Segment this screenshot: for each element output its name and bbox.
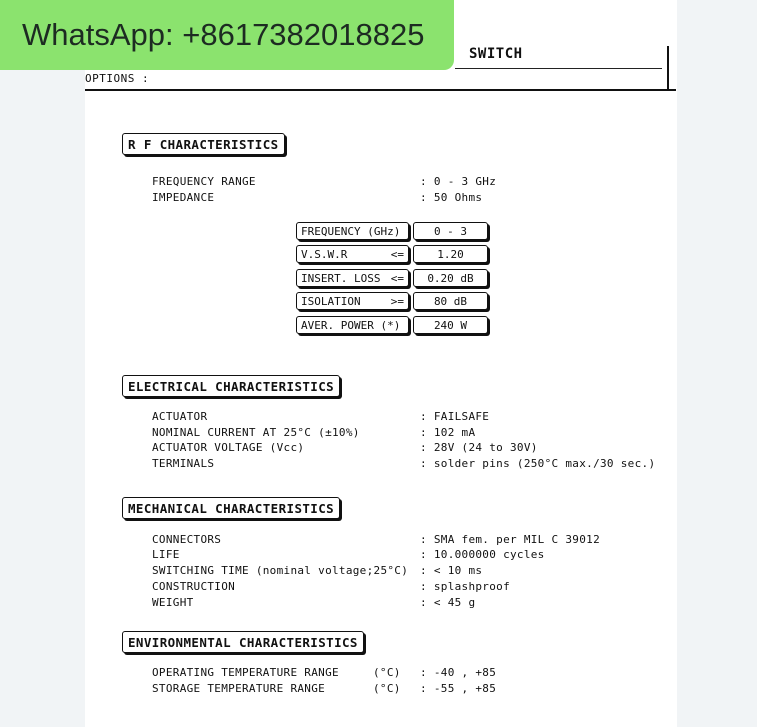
environmental-section-title: ENVIRONMENTAL CHARACTERISTICS	[122, 631, 364, 653]
electrical-section-title: ELECTRICAL CHARACTERISTICS	[122, 375, 340, 397]
rf-table-operator: <=	[390, 248, 404, 261]
spec-value: : solder pins (250°C max./30 sec.)	[420, 457, 656, 470]
spec-value: : splashproof	[420, 580, 510, 593]
options-label: OPTIONS :	[85, 72, 150, 85]
header-rule	[455, 68, 662, 69]
spec-value: : -55 , +85	[420, 682, 497, 695]
spec-value: : 10.000000 cycles	[420, 548, 545, 561]
rf-table-value: 80 dB	[413, 292, 488, 310]
spec-value: : 50 Ohms	[420, 191, 483, 204]
spec-label: IMPEDANCE	[152, 191, 215, 204]
rf-table-label	[296, 222, 409, 240]
rf-table-value: 0 - 3	[413, 222, 488, 240]
header-title: SWITCH	[469, 46, 523, 62]
spec-label: FREQUENCY RANGE	[152, 175, 256, 188]
spec-value: : FAILSAFE	[420, 410, 490, 423]
spec-value: : SMA fem. per MIL C 39012	[420, 533, 600, 546]
rf-table-label-text: V.S.W.R	[301, 248, 348, 261]
spec-label: LIFE	[152, 548, 180, 561]
rf-table-value: 240 W	[413, 316, 488, 334]
spec-unit: (°C)	[373, 682, 401, 695]
datasheet-page	[85, 0, 677, 727]
rf-table-label	[296, 316, 409, 334]
rf-table-label	[296, 269, 409, 287]
spec-label: CONSTRUCTION	[152, 580, 236, 593]
whatsapp-watermark: WhatsApp: +8617382018825	[0, 0, 454, 70]
spec-value: : < 10 ms	[420, 564, 483, 577]
header-vertical-line	[667, 46, 669, 90]
spec-label: ACTUATOR	[152, 410, 208, 423]
spec-label: STORAGE TEMPERATURE RANGE	[152, 682, 326, 695]
spec-label: ACTUATOR VOLTAGE (Vcc)	[152, 441, 305, 454]
spec-label: OPERATING TEMPERATURE RANGE	[152, 666, 339, 679]
rf-table-operator: >=	[390, 295, 404, 308]
rf-table-value: 1.20	[413, 245, 488, 263]
spec-value: : -40 , +85	[420, 666, 497, 679]
spec-value: : 102 mA	[420, 426, 476, 439]
spec-label: CONNECTORS	[152, 533, 222, 546]
spec-label: NOMINAL CURRENT AT 25°C (±10%)	[152, 426, 360, 439]
rf-table-value: 0.20 dB	[413, 269, 488, 287]
rf-table-label	[296, 292, 409, 310]
spec-value: : < 45 g	[420, 596, 476, 609]
spec-label: TERMINALS	[152, 457, 215, 470]
rf-table-label-text: INSERT. LOSS	[301, 272, 381, 285]
spec-label: SWITCHING TIME (nominal voltage;25°C)	[152, 564, 409, 577]
spec-unit: (°C)	[373, 666, 401, 679]
spec-label: WEIGHT	[152, 596, 194, 609]
rf-table-label-text: AVER. POWER (*)	[301, 319, 401, 332]
rf-table-label-text: ISOLATION	[301, 295, 361, 308]
rf-section-title: R F CHARACTERISTICS	[122, 133, 285, 155]
spec-value: : 0 - 3 GHz	[420, 175, 497, 188]
spec-value: : 28V (24 to 30V)	[420, 441, 538, 454]
rf-table-label-text: FREQUENCY (GHz)	[301, 225, 401, 238]
rf-table-operator: <=	[390, 272, 404, 285]
rf-table-label	[296, 245, 409, 263]
header-divider	[85, 89, 676, 91]
mechanical-section-title: MECHANICAL CHARACTERISTICS	[122, 497, 340, 519]
